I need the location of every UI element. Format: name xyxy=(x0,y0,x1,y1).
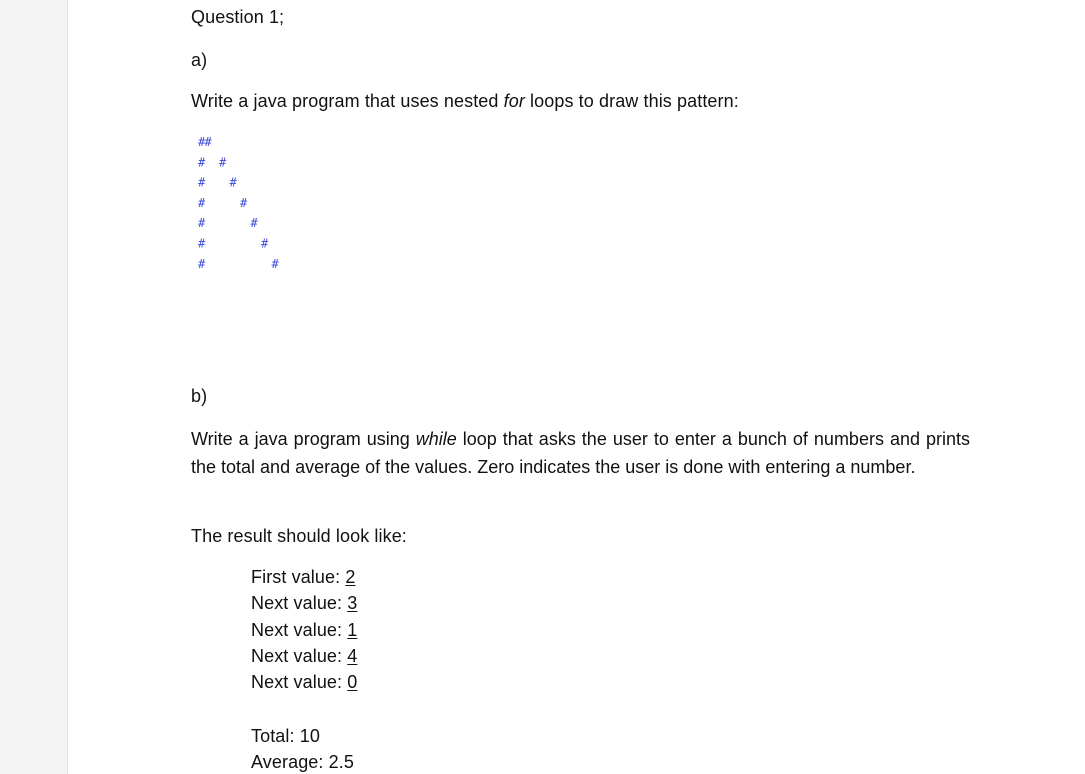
part-a-instruction xyxy=(191,91,739,112)
input-label: Next value: xyxy=(251,620,348,640)
pattern-hash-mark: # xyxy=(198,175,206,190)
pattern-hash-mark: # xyxy=(240,195,248,210)
input-label: Next value: xyxy=(251,646,348,666)
pattern-hash-mark: # xyxy=(229,175,237,190)
pattern-hash-mark: # xyxy=(271,256,279,271)
input-label: First value: xyxy=(251,567,346,587)
input-label: Next value: xyxy=(251,672,348,692)
pattern-hash-mark: # xyxy=(198,155,206,170)
input-value: 2 xyxy=(345,567,356,587)
pattern-hash-mark: # xyxy=(198,135,206,149)
pattern-hash-mark: # xyxy=(204,135,212,149)
total-line: Total: 10 xyxy=(251,726,320,746)
part-b-instruction-text: loop that asks the user to enter a bunch of numbers and prints the total and average of the values. Zero indicates the user is done with entering a number. xyxy=(191,429,970,477)
input-value: 4 xyxy=(347,646,358,666)
pattern-hash-mark: # xyxy=(198,195,206,210)
input-label: Next value: xyxy=(251,593,348,613)
sample-input-line xyxy=(251,567,355,588)
input-value: 0 xyxy=(347,672,358,692)
pattern-hash-mark: # xyxy=(261,236,269,251)
input-value: 3 xyxy=(347,593,358,613)
document-page xyxy=(68,0,1085,774)
pattern-hash-mark: # xyxy=(198,256,206,271)
part-a-instruction-text: loops to draw this pattern: xyxy=(524,91,739,111)
pattern-hash-mark: # xyxy=(219,155,227,170)
sample-input-line xyxy=(251,672,357,693)
part-a-instruction-text: Write a java program that uses nested xyxy=(191,91,504,111)
sample-input-line xyxy=(251,646,357,667)
left-gutter xyxy=(0,0,68,774)
part-a-label: a) xyxy=(191,50,208,70)
part-a-keyword: for xyxy=(503,91,525,111)
pattern-hash-mark: # xyxy=(198,216,206,231)
average-line: Average: 2.5 xyxy=(251,752,354,772)
part-b-instruction xyxy=(191,426,970,481)
pattern-hash-mark: # xyxy=(250,216,258,231)
result-intro: The result should look like: xyxy=(191,526,407,546)
input-value: 1 xyxy=(347,620,358,640)
question-title: Question 1; xyxy=(191,7,285,27)
part-b-instruction-text: Write a java program using xyxy=(191,429,416,449)
sample-input-line xyxy=(251,620,357,641)
hash-pattern-figure xyxy=(194,134,314,284)
part-b-label: b) xyxy=(191,386,208,406)
pattern-hash-mark: # xyxy=(198,236,206,251)
sample-input-line xyxy=(251,593,357,614)
part-b-keyword: while xyxy=(415,429,457,449)
